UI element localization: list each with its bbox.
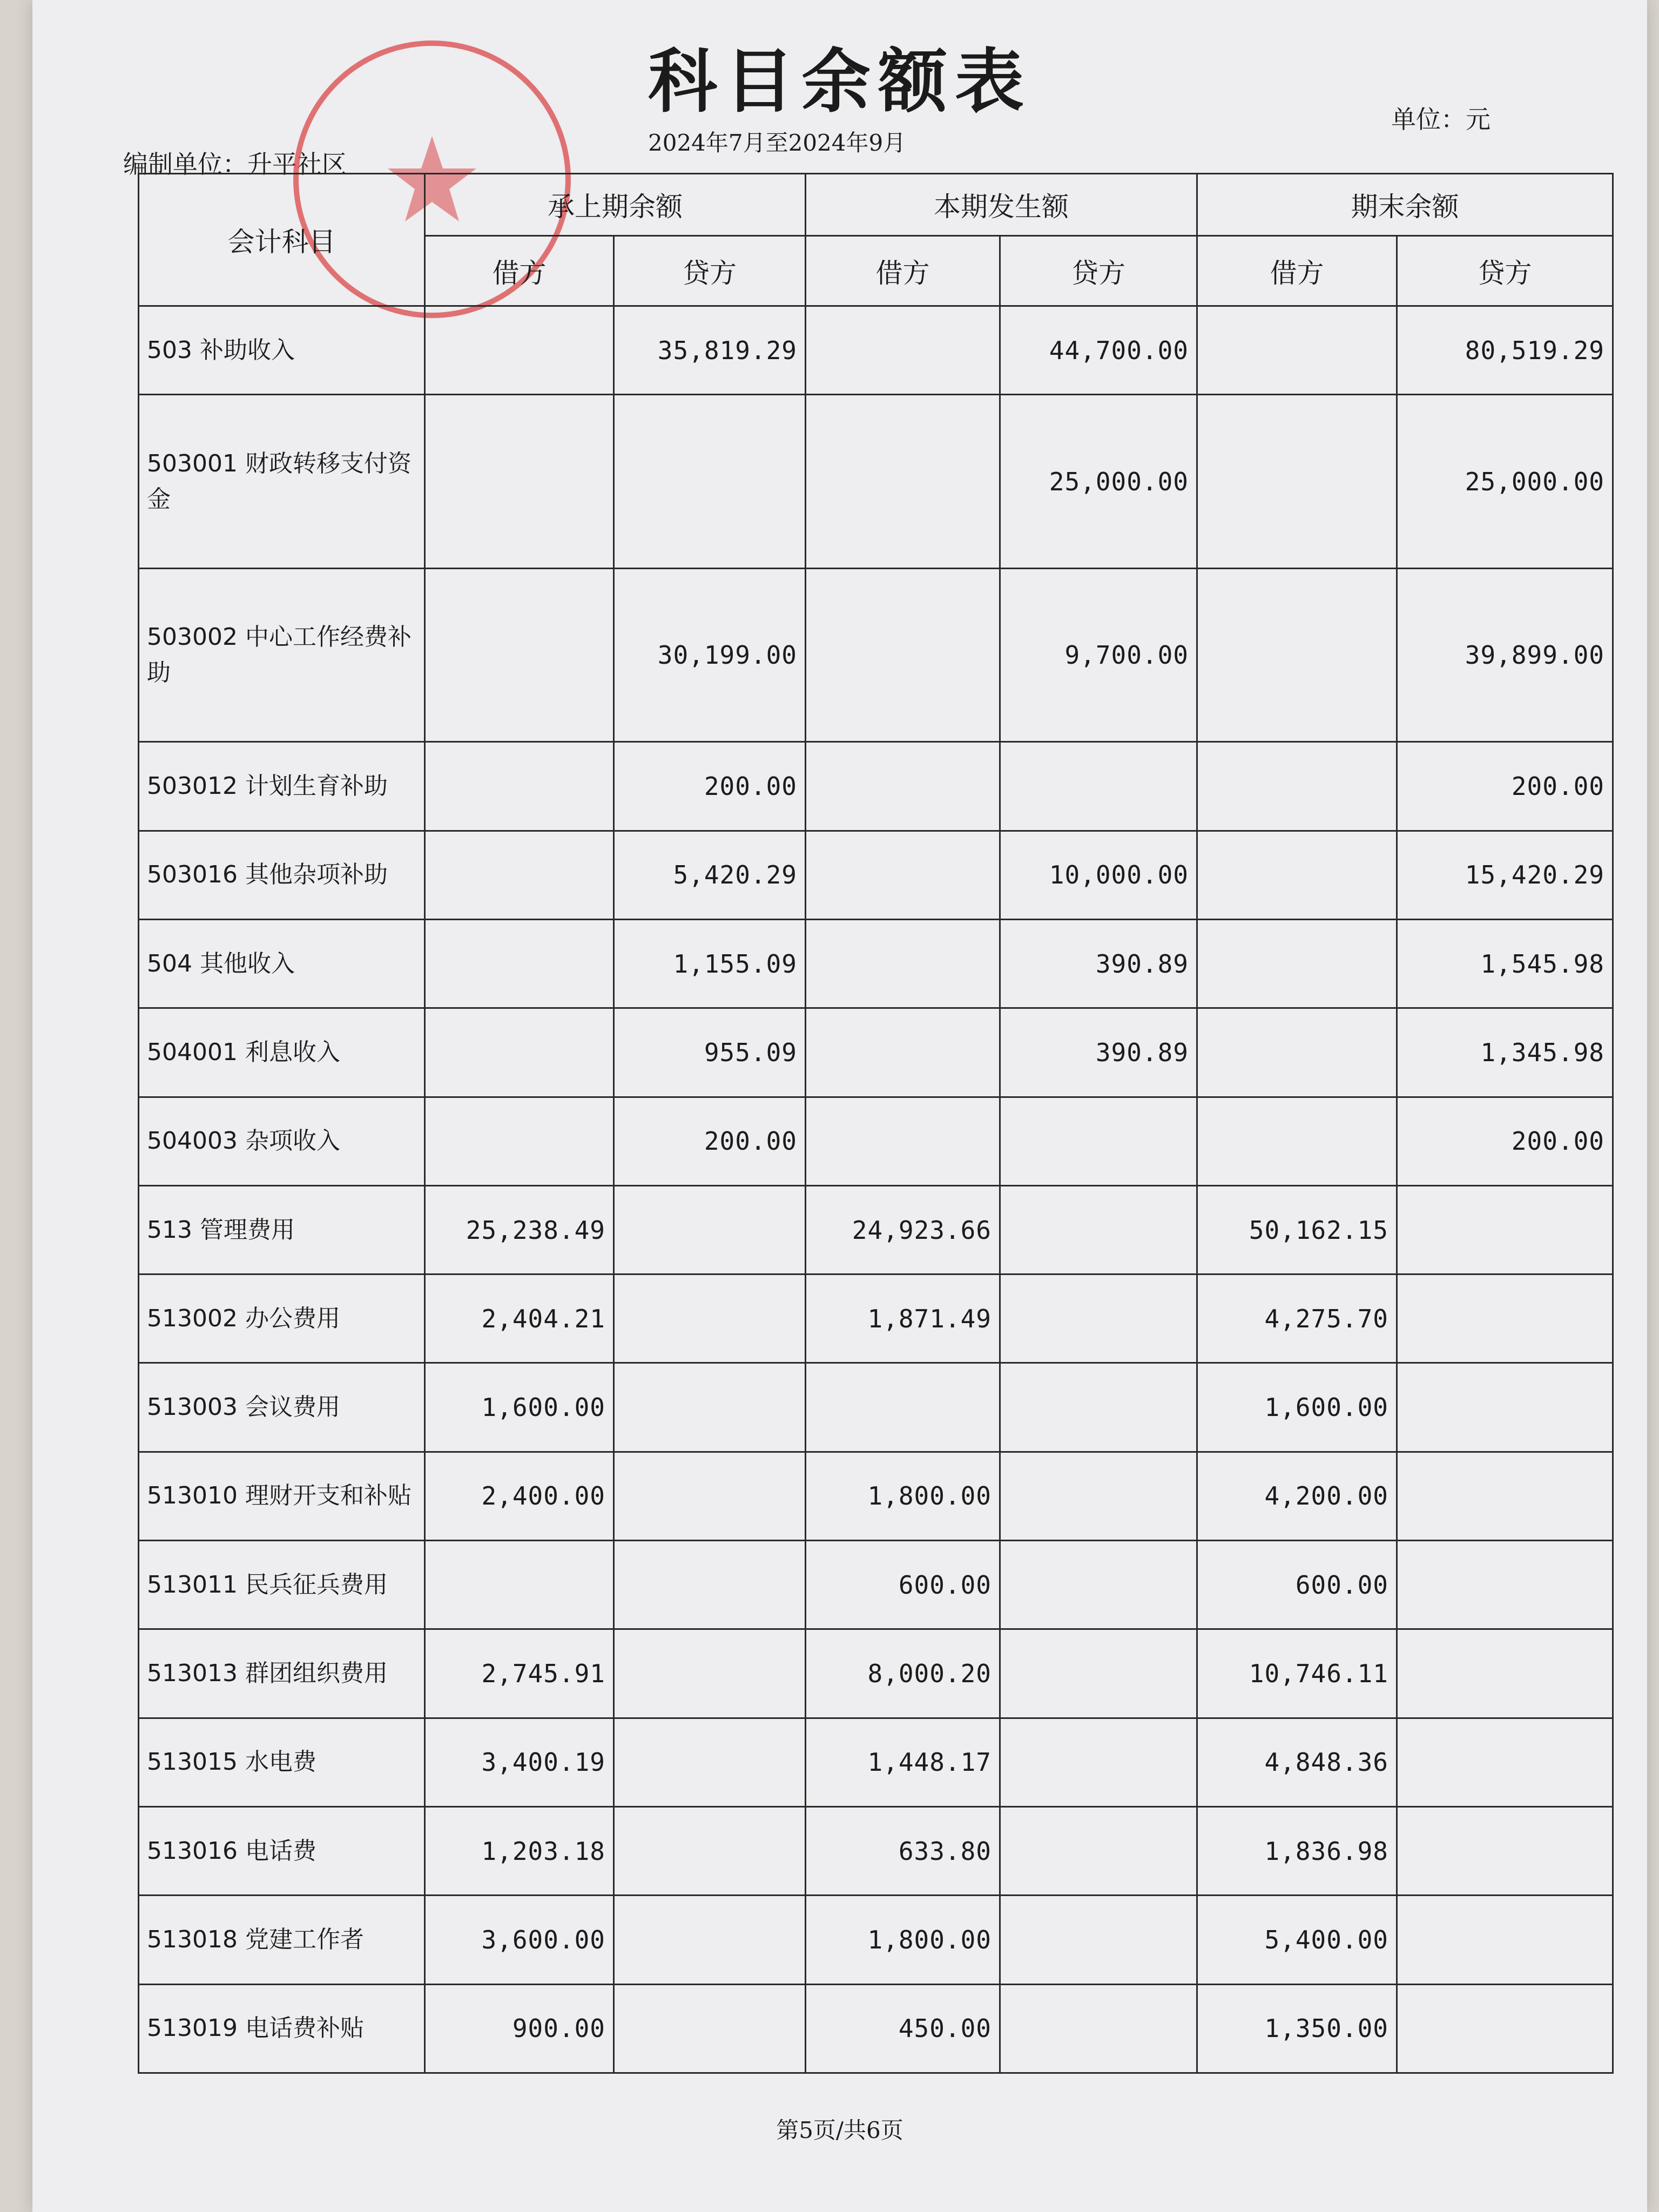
current-credit-cell bbox=[1000, 1185, 1197, 1274]
header-current: 本期发生额 bbox=[806, 174, 1197, 236]
balance-table bbox=[138, 173, 1614, 2074]
current-debit-cell: 450.00 bbox=[806, 1984, 1000, 2073]
table-row bbox=[139, 919, 1613, 1008]
opening-credit-cell bbox=[614, 395, 806, 568]
closing-debit-cell bbox=[1197, 306, 1397, 395]
closing-debit-cell: 10,746.11 bbox=[1197, 1629, 1397, 1718]
opening-credit-cell: 35,819.29 bbox=[614, 306, 806, 395]
opening-credit-cell bbox=[614, 1452, 806, 1540]
closing-credit-cell bbox=[1397, 1718, 1613, 1806]
table-row bbox=[139, 568, 1613, 741]
account-code-cell: 504003 杂项收入 bbox=[139, 1097, 425, 1185]
current-credit-cell: 44,700.00 bbox=[1000, 306, 1197, 395]
account-code-cell: 503012 计划生育补助 bbox=[139, 742, 425, 831]
current-debit-cell bbox=[806, 831, 1000, 919]
current-credit-cell bbox=[1000, 1629, 1197, 1718]
header-opening-debit: 借方 bbox=[425, 236, 614, 306]
opening-debit-cell: 3,400.19 bbox=[425, 1718, 614, 1806]
opening-credit-cell bbox=[614, 1541, 806, 1629]
opening-credit-cell: 30,199.00 bbox=[614, 568, 806, 741]
current-credit-cell: 25,000.00 bbox=[1000, 395, 1197, 568]
current-credit-cell: 9,700.00 bbox=[1000, 568, 1197, 741]
closing-debit-cell: 1,350.00 bbox=[1197, 1984, 1397, 2073]
current-debit-cell: 600.00 bbox=[806, 1541, 1000, 1629]
closing-credit-cell bbox=[1397, 1807, 1613, 1896]
current-debit-cell: 8,000.20 bbox=[806, 1629, 1000, 1718]
header-current-credit: 贷方 bbox=[1000, 236, 1197, 306]
opening-debit-cell bbox=[425, 831, 614, 919]
opening-credit-cell: 955.09 bbox=[614, 1008, 806, 1097]
table-row bbox=[139, 1274, 1613, 1363]
current-credit-cell: 390.89 bbox=[1000, 1008, 1197, 1097]
closing-debit-cell: 4,848.36 bbox=[1197, 1718, 1397, 1806]
opening-credit-cell bbox=[614, 1185, 806, 1274]
current-credit-cell bbox=[1000, 1097, 1197, 1185]
closing-debit-cell bbox=[1197, 919, 1397, 1008]
table-row bbox=[139, 1097, 1613, 1185]
current-credit-cell bbox=[1000, 1984, 1197, 2073]
account-code-cell: 503016 其他杂项补助 bbox=[139, 831, 425, 919]
opening-credit-cell: 5,420.29 bbox=[614, 831, 806, 919]
account-code-cell: 513010 理财开支和补贴 bbox=[139, 1452, 425, 1540]
current-debit-cell bbox=[806, 1008, 1000, 1097]
account-code-cell: 513003 会议费用 bbox=[139, 1363, 425, 1452]
opening-debit-cell: 25,238.49 bbox=[425, 1185, 614, 1274]
closing-debit-cell: 1,600.00 bbox=[1197, 1363, 1397, 1452]
document-page bbox=[32, 0, 1647, 2212]
header-closing-debit: 借方 bbox=[1197, 236, 1397, 306]
opening-credit-cell bbox=[614, 1896, 806, 1984]
account-code-cell: 503001 财政转移支付资金 bbox=[139, 395, 425, 568]
current-debit-cell bbox=[806, 395, 1000, 568]
opening-debit-cell: 900.00 bbox=[425, 1984, 614, 2073]
table-row bbox=[139, 1363, 1613, 1452]
table-row bbox=[139, 395, 1613, 568]
table-row bbox=[139, 1629, 1613, 1718]
current-debit-cell bbox=[806, 742, 1000, 831]
header-subject: 会计科目 bbox=[139, 174, 425, 306]
closing-debit-cell: 50,162.15 bbox=[1197, 1185, 1397, 1274]
account-code-cell: 503 补助收入 bbox=[139, 306, 425, 395]
closing-debit-cell bbox=[1197, 1097, 1397, 1185]
current-credit-cell: 390.89 bbox=[1000, 919, 1197, 1008]
opening-debit-cell bbox=[425, 919, 614, 1008]
closing-debit-cell bbox=[1197, 831, 1397, 919]
opening-credit-cell: 200.00 bbox=[614, 1097, 806, 1185]
closing-credit-cell: 200.00 bbox=[1397, 1097, 1613, 1185]
account-code-cell: 513019 电话费补贴 bbox=[139, 1984, 425, 2073]
opening-debit-cell: 1,203.18 bbox=[425, 1807, 614, 1896]
closing-debit-cell: 5,400.00 bbox=[1197, 1896, 1397, 1984]
closing-debit-cell bbox=[1197, 568, 1397, 741]
account-code-cell: 513015 水电费 bbox=[139, 1718, 425, 1806]
table-row bbox=[139, 306, 1613, 395]
period-label: 2024年7月至2024年9月 bbox=[648, 130, 906, 156]
opening-debit-cell bbox=[425, 1541, 614, 1629]
closing-credit-cell: 25,000.00 bbox=[1397, 395, 1613, 568]
account-code-cell: 513018 党建工作者 bbox=[139, 1896, 425, 1984]
current-credit-cell bbox=[1000, 1541, 1197, 1629]
opening-debit-cell: 2,400.00 bbox=[425, 1452, 614, 1540]
closing-credit-cell: 39,899.00 bbox=[1397, 568, 1613, 741]
current-credit-cell bbox=[1000, 1896, 1197, 1984]
closing-debit-cell: 1,836.98 bbox=[1197, 1807, 1397, 1896]
opening-debit-cell bbox=[425, 395, 614, 568]
closing-debit-cell bbox=[1197, 742, 1397, 831]
current-debit-cell bbox=[806, 1363, 1000, 1452]
opening-credit-cell: 200.00 bbox=[614, 742, 806, 831]
table-row bbox=[139, 1896, 1613, 1984]
opening-debit-cell bbox=[425, 568, 614, 741]
table-row bbox=[139, 831, 1613, 919]
account-code-cell: 513011 民兵征兵费用 bbox=[139, 1541, 425, 1629]
current-credit-cell bbox=[1000, 1452, 1197, 1540]
current-debit-cell: 1,448.17 bbox=[806, 1718, 1000, 1806]
current-credit-cell bbox=[1000, 1274, 1197, 1363]
account-code-cell: 513013 群团组织费用 bbox=[139, 1629, 425, 1718]
opening-credit-cell bbox=[614, 1274, 806, 1363]
closing-credit-cell bbox=[1397, 1363, 1613, 1452]
table-row bbox=[139, 1807, 1613, 1896]
header-closing: 期末余额 bbox=[1197, 174, 1613, 236]
account-code-cell: 504001 利息收入 bbox=[139, 1008, 425, 1097]
account-code-cell: 513002 办公费用 bbox=[139, 1274, 425, 1363]
closing-credit-cell: 200.00 bbox=[1397, 742, 1613, 831]
current-credit-cell bbox=[1000, 1807, 1197, 1896]
opening-debit-cell: 1,600.00 bbox=[425, 1363, 614, 1452]
current-debit-cell bbox=[806, 1097, 1000, 1185]
closing-credit-cell bbox=[1397, 1984, 1613, 2073]
table-body bbox=[139, 306, 1613, 2073]
current-debit-cell: 1,800.00 bbox=[806, 1452, 1000, 1540]
table-row bbox=[139, 1185, 1613, 1274]
closing-credit-cell bbox=[1397, 1452, 1613, 1540]
closing-credit-cell: 15,420.29 bbox=[1397, 831, 1613, 919]
closing-credit-cell: 1,345.98 bbox=[1397, 1008, 1613, 1097]
account-code-cell: 504 其他收入 bbox=[139, 919, 425, 1008]
closing-debit-cell: 4,200.00 bbox=[1197, 1452, 1397, 1540]
opening-credit-cell bbox=[614, 1718, 806, 1806]
account-code-cell: 513016 电话费 bbox=[139, 1807, 425, 1896]
closing-credit-cell: 80,519.29 bbox=[1397, 306, 1613, 395]
table-row bbox=[139, 1718, 1613, 1806]
table-row bbox=[139, 1541, 1613, 1629]
opening-debit-cell: 2,745.91 bbox=[425, 1629, 614, 1718]
closing-debit-cell bbox=[1197, 1008, 1397, 1097]
closing-credit-cell bbox=[1397, 1629, 1613, 1718]
table-row bbox=[139, 1452, 1613, 1540]
table-row bbox=[139, 1984, 1613, 2073]
unit-label: 单位：元 bbox=[1391, 105, 1491, 134]
opening-debit-cell bbox=[425, 306, 614, 395]
current-credit-cell bbox=[1000, 1363, 1197, 1452]
opening-debit-cell: 2,404.21 bbox=[425, 1274, 614, 1363]
opening-debit-cell bbox=[425, 742, 614, 831]
closing-credit-cell bbox=[1397, 1896, 1613, 1984]
closing-debit-cell: 600.00 bbox=[1197, 1541, 1397, 1629]
current-debit-cell bbox=[806, 919, 1000, 1008]
current-debit-cell bbox=[806, 306, 1000, 395]
opening-credit-cell bbox=[614, 1984, 806, 2073]
current-debit-cell: 1,800.00 bbox=[806, 1896, 1000, 1984]
opening-credit-cell bbox=[614, 1363, 806, 1452]
document-title: 科目余额表 bbox=[648, 42, 1031, 122]
page-number: 第5页/共6页 bbox=[776, 2117, 903, 2143]
table-row bbox=[139, 1008, 1613, 1097]
closing-credit-cell: 1,545.98 bbox=[1397, 919, 1613, 1008]
current-credit-cell: 10,000.00 bbox=[1000, 831, 1197, 919]
opening-credit-cell bbox=[614, 1629, 806, 1718]
header-current-debit: 借方 bbox=[806, 236, 1000, 306]
current-credit-cell bbox=[1000, 742, 1197, 831]
current-debit-cell: 1,871.49 bbox=[806, 1274, 1000, 1363]
opening-credit-cell: 1,155.09 bbox=[614, 919, 806, 1008]
account-code-cell: 503002 中心工作经费补助 bbox=[139, 568, 425, 741]
header-opening: 承上期余额 bbox=[425, 174, 806, 236]
closing-credit-cell bbox=[1397, 1541, 1613, 1629]
current-debit-cell: 633.80 bbox=[806, 1807, 1000, 1896]
header-closing-credit: 贷方 bbox=[1397, 236, 1613, 306]
closing-credit-cell bbox=[1397, 1274, 1613, 1363]
opening-credit-cell bbox=[614, 1807, 806, 1896]
header-opening-credit: 贷方 bbox=[614, 236, 806, 306]
opening-debit-cell bbox=[425, 1097, 614, 1185]
opening-debit-cell: 3,600.00 bbox=[425, 1896, 614, 1984]
opening-debit-cell bbox=[425, 1008, 614, 1097]
closing-debit-cell: 4,275.70 bbox=[1197, 1274, 1397, 1363]
closing-debit-cell bbox=[1197, 395, 1397, 568]
table-row bbox=[139, 742, 1613, 831]
account-code-cell: 513 管理费用 bbox=[139, 1185, 425, 1274]
closing-credit-cell bbox=[1397, 1185, 1613, 1274]
current-debit-cell: 24,923.66 bbox=[806, 1185, 1000, 1274]
current-credit-cell bbox=[1000, 1718, 1197, 1806]
current-debit-cell bbox=[806, 568, 1000, 741]
compiler-label: 编制单位：升平社区 bbox=[123, 150, 347, 179]
